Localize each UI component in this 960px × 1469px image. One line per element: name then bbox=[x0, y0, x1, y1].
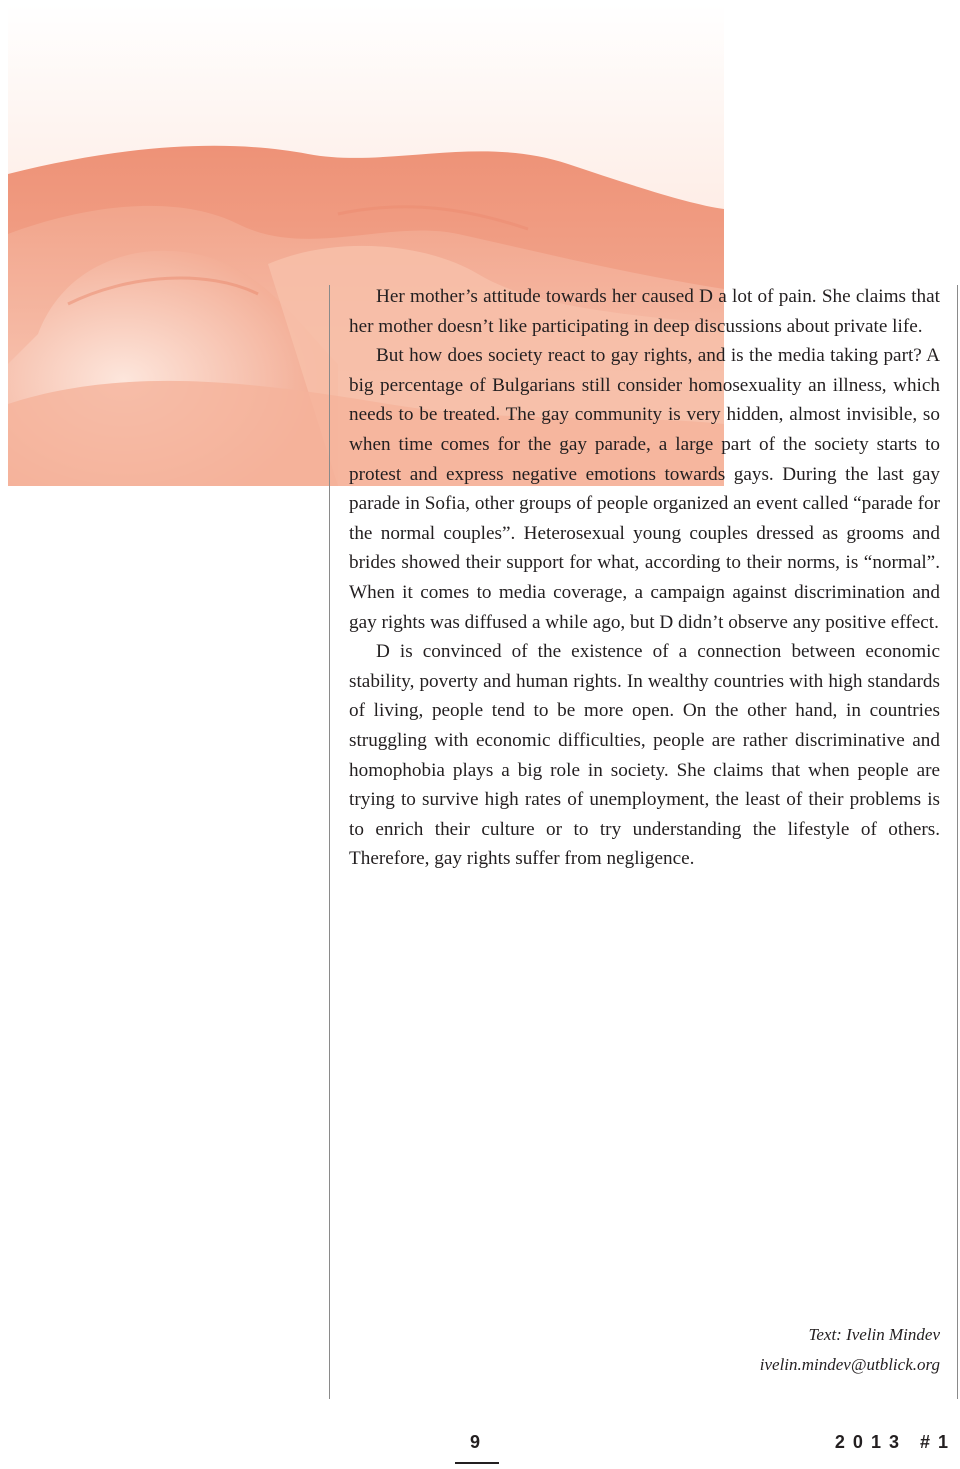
article-paragraph: But how does society react to gay rights, and is the media taking part? A big percentage of Bulgarians still consider homosexuality an illness, which needs to be treated. The gay community is very hidden, almost invisible, so when time comes for the gay parade, a large part of the society starts to protest and express negative emotions towards gays. During the last gay parade in Sofia, other groups of people organized an event called “parade for the normal couples”. Heterosexual young couples dressed as grooms and brides showed their support for what, according to their norms, is “normal”. When it comes to media coverage, a campaign against discrimination and gay rights was diffused a while ago, but D didn’t observe any positive effect. bbox=[349, 345, 940, 633]
author-name: Text: Ivelin Mindev bbox=[808, 1325, 940, 1344]
column-rule-right bbox=[957, 285, 958, 1399]
column-rule-left bbox=[329, 285, 330, 1399]
author-email: ivelin.mindev@utblick.org bbox=[759, 1355, 940, 1374]
article-paragraph: D is convinced of the existence of a connection between economic stability, poverty and human rights. In wealthy countries with high standards of living, people tend to be more open. On the other hand, in countries struggling with economic difficulties, people are rather discriminative and homophobia plays a big role in society. She claims that when people are trying to survive high rates of unemployment, the least of their problems is to enrich their culture or to try understanding the lifestyle of others. Therefore, gay rights suffer from negligence. bbox=[349, 641, 940, 870]
page-number: 9 bbox=[470, 1432, 481, 1452]
issue-label: 2013 #1 bbox=[834, 1432, 956, 1452]
author-credit bbox=[760, 1320, 940, 1380]
page-number-underline bbox=[455, 1462, 499, 1464]
article-paragraph: Her mother’s attitude towards her caused D a lot of pain. She claims that her mother doesn’t like participating in deep discussions about private life. bbox=[349, 286, 940, 337]
article-body bbox=[349, 282, 940, 874]
